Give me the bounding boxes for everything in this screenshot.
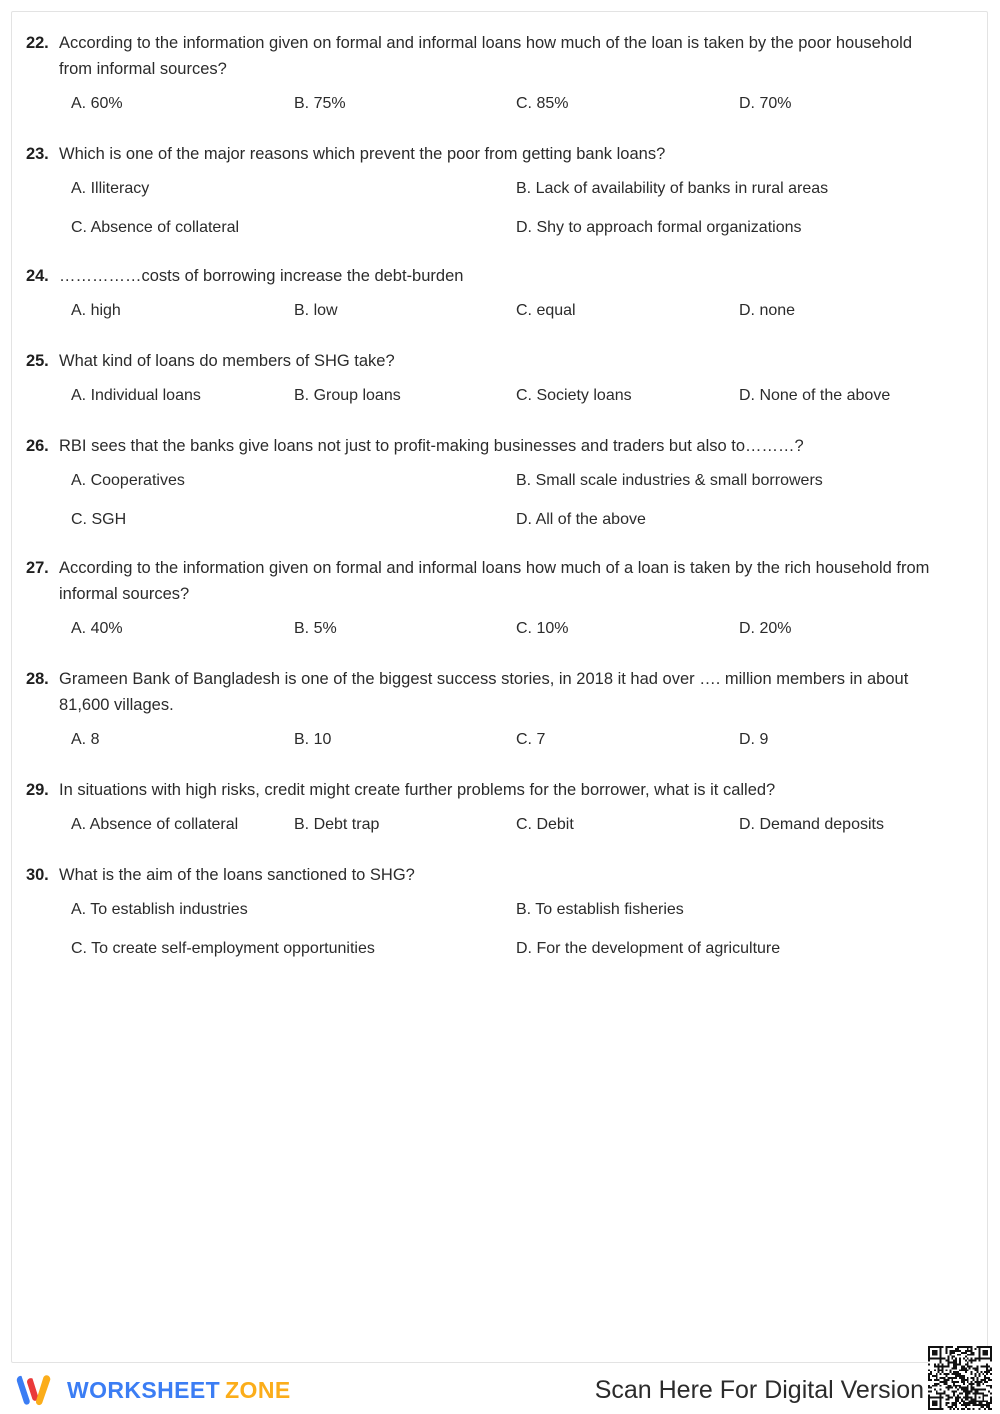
question-block xyxy=(26,555,973,642)
option-row xyxy=(61,215,973,241)
question-text: Which is one of the major reasons which prevent the poor from getting bank loans? xyxy=(59,145,666,163)
answer-option[interactable]: C. 7 xyxy=(516,731,546,748)
options-group xyxy=(61,383,973,409)
answer-option[interactable]: D. 20% xyxy=(739,620,792,637)
option-row xyxy=(61,507,973,533)
answer-option[interactable]: D. None of the above xyxy=(739,387,891,404)
scan-here-text: Scan Here For Digital Version xyxy=(594,1376,924,1404)
question-text: What is the aim of the loans sanctioned to SHG? xyxy=(59,866,415,884)
answer-option[interactable]: B. low xyxy=(294,302,338,319)
question-number: 28. xyxy=(26,670,49,688)
question-block xyxy=(26,666,973,753)
question-number: 24. xyxy=(26,267,49,285)
answer-option[interactable]: D. none xyxy=(739,302,796,319)
question-header xyxy=(26,348,973,374)
option-row xyxy=(61,616,973,642)
option-row xyxy=(61,91,973,117)
answer-option[interactable]: D. 70% xyxy=(739,95,792,112)
answer-option[interactable]: A. Individual loans xyxy=(71,387,201,404)
question-block xyxy=(26,862,973,962)
question-block xyxy=(26,30,973,117)
questions-container xyxy=(26,30,973,984)
block-spacer xyxy=(26,409,973,433)
question-block xyxy=(26,348,973,409)
question-text: RBI sees that the banks give loans not just to profit-making businesses and traders but also to………? xyxy=(59,437,804,455)
question-text: In situations with high risks, credit might create further problems for the borrower, what is it called? xyxy=(59,781,776,799)
answer-option[interactable]: C. To create self-employment opportunities xyxy=(71,940,375,957)
block-spacer xyxy=(26,642,973,666)
answer-option[interactable]: A. Absence of collateral xyxy=(71,816,239,833)
question-header xyxy=(26,777,973,803)
answer-option[interactable]: B. Debt trap xyxy=(294,816,380,833)
logo-wordmark xyxy=(67,1377,291,1404)
option-row xyxy=(61,727,973,753)
question-block xyxy=(26,141,973,241)
option-row xyxy=(61,298,973,324)
answer-option[interactable]: B. 10 xyxy=(294,731,332,748)
answer-option[interactable]: A. Illiteracy xyxy=(71,180,150,197)
question-header xyxy=(26,666,973,718)
question-header xyxy=(26,555,973,607)
option-row xyxy=(61,468,973,494)
option-row xyxy=(61,936,973,962)
question-number: 27. xyxy=(26,559,49,577)
answer-option[interactable]: B. To establish fisheries xyxy=(516,901,684,918)
answer-option[interactable]: D. Shy to approach formal organizations xyxy=(516,219,802,236)
answer-option[interactable]: B. Small scale industries & small borrowers xyxy=(516,472,823,489)
answer-option[interactable]: A. 8 xyxy=(71,731,100,748)
logo-word-worksheet: WORKSHEET xyxy=(67,1376,221,1403)
page-footer xyxy=(0,1364,1000,1414)
question-header xyxy=(26,263,973,289)
question-text: What kind of loans do members of SHG take? xyxy=(59,352,395,370)
question-number: 23. xyxy=(26,145,49,163)
options-group xyxy=(61,468,973,533)
answer-option[interactable]: C. equal xyxy=(516,302,576,319)
answer-option[interactable]: D. All of the above xyxy=(516,511,646,528)
answer-option[interactable]: C. Absence of collateral xyxy=(71,219,240,236)
question-block xyxy=(26,433,973,533)
question-number: 25. xyxy=(26,352,49,370)
answer-option[interactable]: D. For the development of agriculture xyxy=(516,940,781,957)
question-block xyxy=(26,777,973,838)
question-text: According to the information given on formal and informal loans how much of a loan is taken by the rich household from informal sources? xyxy=(59,559,930,603)
answer-option[interactable]: A. high xyxy=(71,302,121,319)
options-group xyxy=(61,298,973,324)
options-group xyxy=(61,897,973,962)
block-spacer xyxy=(26,241,973,263)
option-row xyxy=(61,897,973,923)
answer-option[interactable]: D. Demand deposits xyxy=(739,816,884,833)
answer-option[interactable]: A. Cooperatives xyxy=(71,472,185,489)
options-group xyxy=(61,91,973,117)
block-spacer xyxy=(26,962,973,984)
block-spacer xyxy=(26,838,973,862)
answer-option[interactable]: C. Society loans xyxy=(516,387,632,404)
answer-option[interactable]: C. 10% xyxy=(516,620,569,637)
block-spacer xyxy=(26,753,973,777)
answer-option[interactable]: B. 75% xyxy=(294,95,346,112)
options-group xyxy=(61,176,973,241)
answer-option[interactable]: C. SGH xyxy=(71,511,127,528)
question-number: 22. xyxy=(26,34,49,52)
answer-option[interactable]: A. 60% xyxy=(71,95,123,112)
qr-code-icon[interactable] xyxy=(928,1345,992,1411)
options-group xyxy=(61,812,973,838)
answer-option[interactable]: B. Group loans xyxy=(294,387,401,404)
question-block xyxy=(26,263,973,324)
question-header xyxy=(26,862,973,888)
answer-option[interactable]: C. Debit xyxy=(516,816,574,833)
option-row xyxy=(61,812,973,838)
page-border-frame xyxy=(11,11,988,1363)
question-text: Grameen Bank of Bangladesh is one of the biggest success stories, in 2018 it had over …. million members in about 81,600 villages. xyxy=(59,670,909,714)
block-spacer xyxy=(26,324,973,348)
answer-option[interactable]: A. To establish industries xyxy=(71,901,248,918)
block-spacer xyxy=(26,117,973,141)
block-spacer xyxy=(26,533,973,555)
question-number: 26. xyxy=(26,437,49,455)
options-group xyxy=(61,727,973,753)
question-number: 30. xyxy=(26,866,49,884)
answer-option[interactable]: C. 85% xyxy=(516,95,569,112)
logo-word-zone: ZONE xyxy=(225,1376,291,1403)
answer-option[interactable]: B. Lack of availability of banks in rural areas xyxy=(516,180,829,197)
question-text: ……………costs of borrowing increase the debt-burden xyxy=(59,267,464,285)
question-header xyxy=(26,141,973,167)
question-header xyxy=(26,30,973,82)
logo-w-mark-icon xyxy=(16,1372,56,1408)
question-text: According to the information given on formal and informal loans how much of the loan is taken by the poor household from informal sources? xyxy=(59,34,913,78)
worksheet-zone-logo[interactable] xyxy=(16,1372,291,1408)
option-row xyxy=(61,383,973,409)
option-row xyxy=(61,176,973,202)
options-group xyxy=(61,616,973,642)
answer-option[interactable]: A. 40% xyxy=(71,620,123,637)
question-number: 29. xyxy=(26,781,49,799)
question-header xyxy=(26,433,973,459)
answer-option[interactable]: B. 5% xyxy=(294,620,337,637)
answer-option[interactable]: D. 9 xyxy=(739,731,769,748)
